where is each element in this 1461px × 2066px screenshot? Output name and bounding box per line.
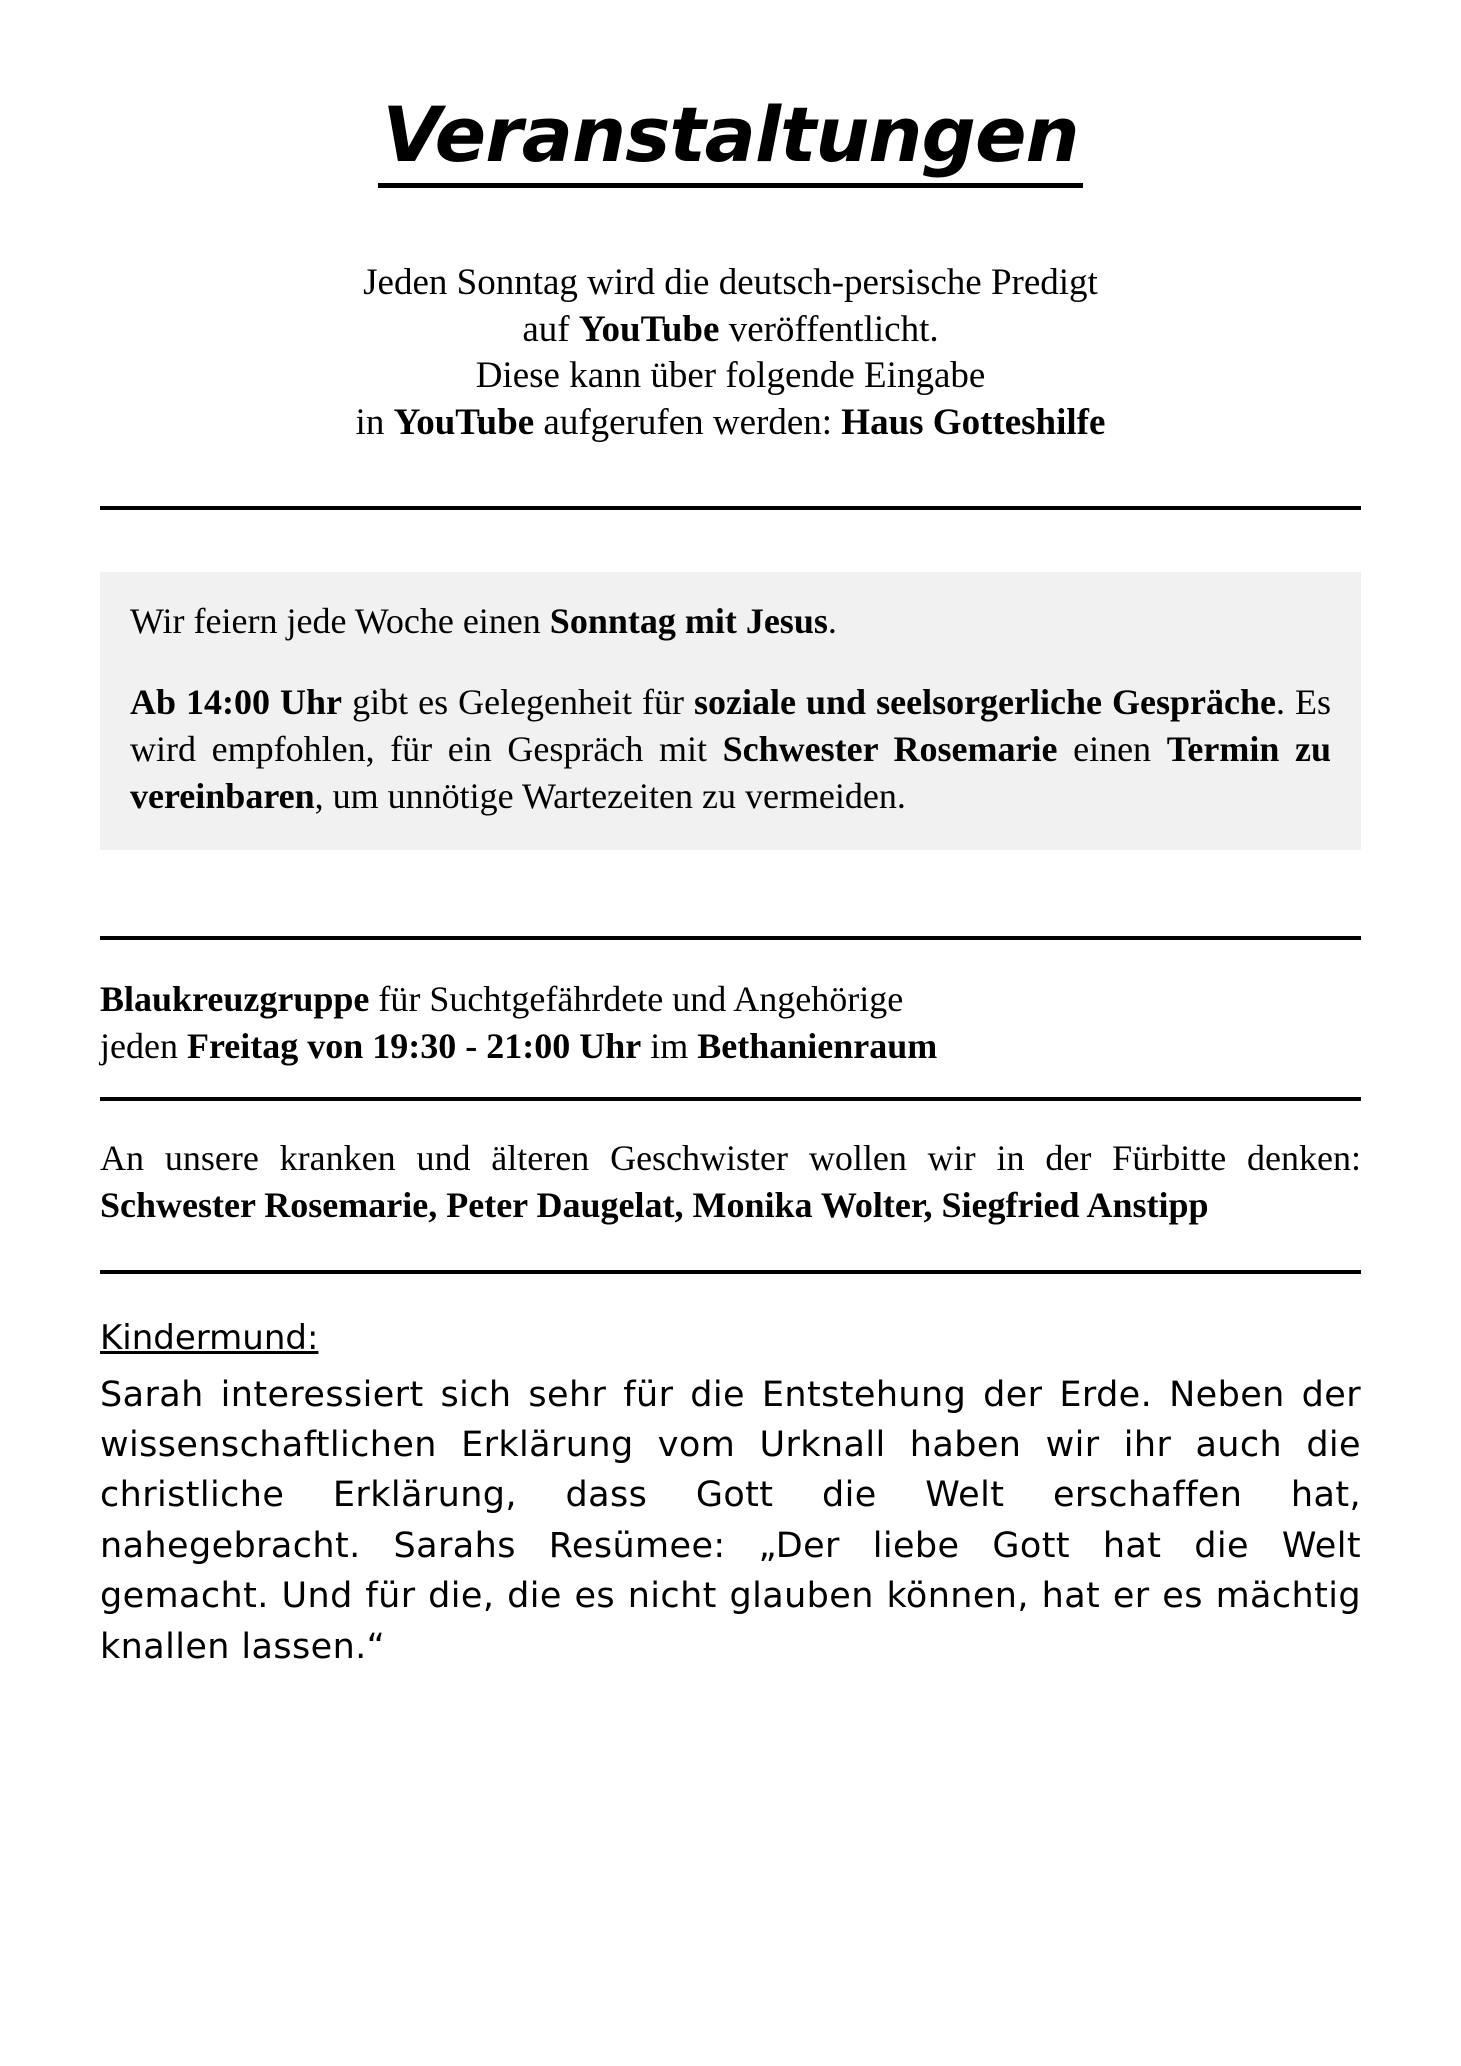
divider-after-prayer	[100, 1270, 1361, 1274]
intro-paragraph	[100, 260, 1361, 446]
kindermund-body: Sarah interessiert sich sehr für die Entstehung der Erde. Neben der wissenschaftlichen Erklärung vom Urknall haben wir ihr auch die christliche Erklärung, dass Gott die Welt erschaffen hat, nahegebracht. Sarahs Resümee: „Der liebe Gott hat die Welt gemacht. Und für die, die es nicht glauben können, hat er es mächtig knallen lassen.“	[100, 1374, 1361, 1667]
counselling-time: Ab 14:00 Uhr	[130, 682, 343, 723]
intro-line-3	[100, 353, 1361, 400]
prayer-text-a: An unsere kranken und älteren Geschwister wollen wir in der Fürbitte denken:	[100, 1137, 1361, 1178]
counselling-text-h: , um unnötige Wartezeiten zu vermeiden.	[314, 775, 906, 816]
counselling-text-f: einen	[1057, 729, 1167, 770]
divider-after-blaukreuz	[100, 1097, 1361, 1101]
divider-after-intro	[100, 506, 1361, 510]
divider-after-sunday	[100, 936, 1361, 940]
counselling-person: Schwester Rosemarie	[722, 729, 1058, 770]
counselling-paragraph	[130, 679, 1331, 819]
blaukreuz-section	[100, 976, 1361, 1071]
intro-line-4-text-c: aufgerufen werden:	[534, 401, 842, 443]
intro-line-2	[100, 307, 1361, 354]
youtube-mention-1: YouTube	[578, 308, 720, 350]
sunday-line	[130, 598, 1331, 645]
blaukreuz-line-2	[100, 1023, 1361, 1071]
counselling-appointment: Termin zu vereinbaren	[130, 729, 1331, 816]
blaukreuz-text-d: im	[641, 1026, 698, 1067]
sunday-highlight: Sonntag mit Jesus	[549, 601, 828, 642]
intro-line-3-text: Diese kann über folgende Eingabe	[475, 355, 986, 397]
prayer-section	[100, 1135, 1361, 1230]
blaukreuz-name: Blaukreuzgruppe	[100, 978, 370, 1019]
counselling-text-d: . Es wird empfohlen, für ein Gespräch mit	[130, 682, 1332, 770]
intro-line-1	[100, 260, 1361, 307]
blaukreuz-room: Bethanienraum	[697, 1026, 938, 1067]
sunday-text-a: Wir feiern jede Woche einen	[130, 601, 550, 642]
intro-line-4-text-a: in	[355, 401, 394, 443]
sunday-text-c: .	[827, 601, 837, 642]
intro-line-4	[100, 400, 1361, 447]
prayer-names: Schwester Rosemarie, Peter Daugelat, Monika Wolter, Siegfried Anstipp	[100, 1185, 1209, 1226]
blaukreuz-time: Freitag von 19:30 - 21:00 Uhr	[186, 1026, 642, 1067]
kindermund-heading-wrap	[100, 1318, 1361, 1370]
prayer-paragraph	[100, 1135, 1361, 1230]
counselling-topic: soziale und seelsorgerliche Gespräche	[694, 682, 1276, 723]
counselling-text-b: gibt es Gelegenheit für	[342, 682, 695, 723]
youtube-mention-2: YouTube	[393, 401, 535, 443]
blaukreuz-text-b: für Suchtgefährdete und Angehörige	[369, 978, 904, 1019]
sunday-with-jesus-block	[100, 572, 1361, 849]
kindermund-section	[100, 1318, 1361, 1672]
kindermund-heading: Kindermund:	[100, 1317, 319, 1358]
intro-line-2-text-a: auf	[522, 308, 579, 350]
intro-line-2-text-c: veröffentlicht.	[719, 308, 939, 350]
blaukreuz-line-1	[100, 976, 1361, 1024]
blaukreuz-text-c: jeden	[100, 1026, 187, 1067]
intro-line-1-text: Jeden Sonntag wird die deutsch-persische Predigt	[363, 262, 1098, 303]
page-title	[100, 90, 1361, 194]
page-title-text: Veranstaltungen	[378, 90, 1082, 188]
channel-name: Haus Gotteshilfe	[841, 401, 1106, 443]
